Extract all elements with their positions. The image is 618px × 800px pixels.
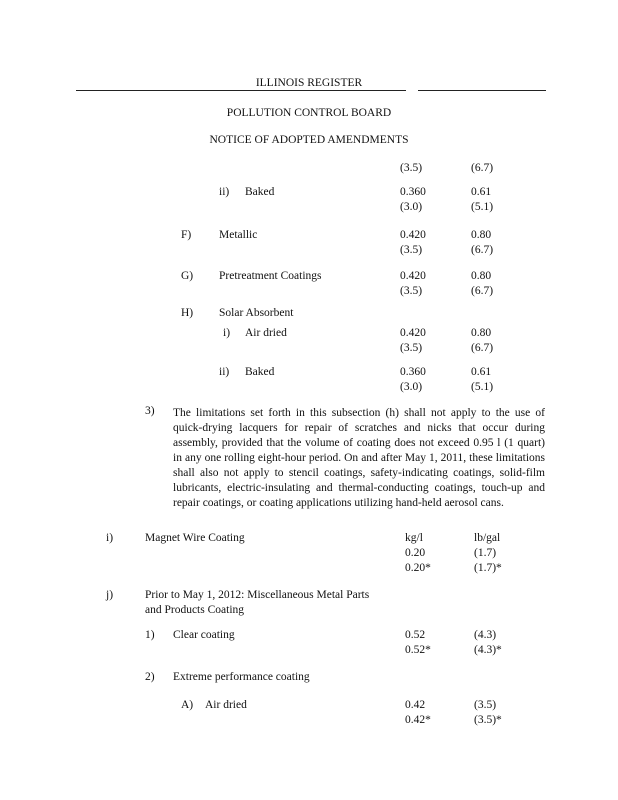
extreme-air-label: A) (181, 699, 194, 711)
baked1-text: Baked (245, 186, 275, 198)
metallic-text: Metallic (219, 229, 258, 241)
pretreat-lbgal-alt: (6.7) (471, 285, 494, 297)
baked2-lbgal-alt: (5.1) (471, 381, 494, 393)
metallic-kgl: 0.420 (400, 229, 426, 241)
magnet-kgl-alt: 0.20* (405, 562, 431, 574)
header-rule-right (418, 90, 546, 91)
magnet-lbgal: (1.7) (474, 547, 497, 559)
pretreat-lbgal: 0.80 (471, 270, 492, 282)
pretreat-kgl-alt: (3.5) (400, 285, 423, 297)
airdried-lbgal-alt: (6.7) (471, 342, 494, 354)
limitations-label: 3) (145, 405, 155, 417)
baked1-label: ii) (219, 186, 230, 198)
misc-line1: Prior to May 1, 2012: Miscellaneous Metal Parts (145, 589, 370, 601)
airdried-lbgal: 0.80 (471, 327, 492, 339)
solar-text: Solar Absorbent (219, 307, 294, 319)
board-title: POLLUTION CONTROL BOARD (226, 107, 392, 119)
baked1-kgl-alt: (3.0) (400, 201, 423, 213)
pretreat-kgl: 0.420 (400, 270, 426, 282)
magnet-kgl: 0.20 (405, 547, 426, 559)
clear-kgl-alt: 0.52* (405, 644, 431, 656)
clear-label: 1) (145, 629, 155, 641)
extreme-air-kgl: 0.42 (405, 699, 426, 711)
notice-title: NOTICE OF ADOPTED AMENDMENTS (209, 134, 409, 146)
limitations-paragraph: The limitations set forth in this subsection (h) shall not apply to the use of quick-drying lacquers for repair of scratches and nicks that occur during assembly, provided that the volume of coating does not exceed 0.95 l (1 quart) in any one rolling eight-hour period. On and after May 1, 2011, these limitations shall also not apply to stencil coatings, safety-indicating coatings, solid-film lubricants, electric-insulating and thermal-conducting coatings, touch-up and repair coatings, or coating applications utilizing hand-held aerosol cans. (173, 407, 545, 509)
extreme-air-kgl-alt: 0.42* (405, 714, 431, 726)
baked1-kgl: 0.360 (400, 186, 426, 198)
metallic-lbgal: 0.80 (471, 229, 492, 241)
extreme-label: 2) (145, 671, 155, 683)
extreme-air-lbgal: (3.5) (474, 699, 497, 711)
magnet-unit-lbgal: lb/gal (474, 532, 501, 544)
top-lbgal-value: (6.7) (471, 162, 494, 174)
baked2-kgl: 0.360 (400, 366, 426, 378)
pretreat-label: G) (181, 270, 194, 282)
extreme-air-lbgal-alt: (3.5)* (474, 714, 502, 726)
magnet-lbgal-alt: (1.7)* (474, 562, 502, 574)
misc-label: j) (106, 589, 114, 601)
clear-kgl: 0.52 (405, 629, 426, 641)
baked2-lbgal: 0.61 (471, 366, 492, 378)
magnet-text: Magnet Wire Coating (145, 532, 245, 544)
clear-lbgal: (4.3) (474, 629, 497, 641)
airdried-kgl: 0.420 (400, 327, 426, 339)
clear-lbgal-alt: (4.3)* (474, 644, 502, 656)
airdried-text: Air dried (245, 327, 287, 339)
metallic-label: F) (181, 229, 192, 241)
magnet-unit-kgl: kg/l (405, 532, 423, 544)
airdried-kgl-alt: (3.5) (400, 342, 423, 354)
pretreat-text: Pretreatment Coatings (219, 270, 322, 282)
header-rule-left (76, 90, 406, 91)
misc-line2: and Products Coating (145, 604, 245, 616)
extreme-air-text: Air dried (205, 699, 247, 711)
solar-label: H) (181, 307, 194, 319)
magnet-label: i) (106, 532, 114, 544)
baked2-label: ii) (219, 366, 230, 378)
baked1-lbgal-alt: (5.1) (471, 201, 494, 213)
metallic-lbgal-alt: (6.7) (471, 244, 494, 256)
extreme-text: Extreme performance coating (173, 671, 310, 683)
top-kgl-value: (3.5) (400, 162, 423, 174)
baked2-kgl-alt: (3.0) (400, 381, 423, 393)
clear-text: Clear coating (173, 629, 235, 641)
metallic-kgl-alt: (3.5) (400, 244, 423, 256)
baked1-lbgal: 0.61 (471, 186, 492, 198)
register-title: ILLINOIS REGISTER (255, 77, 363, 89)
baked2-text: Baked (245, 366, 275, 378)
airdried-label: i) (223, 327, 231, 339)
